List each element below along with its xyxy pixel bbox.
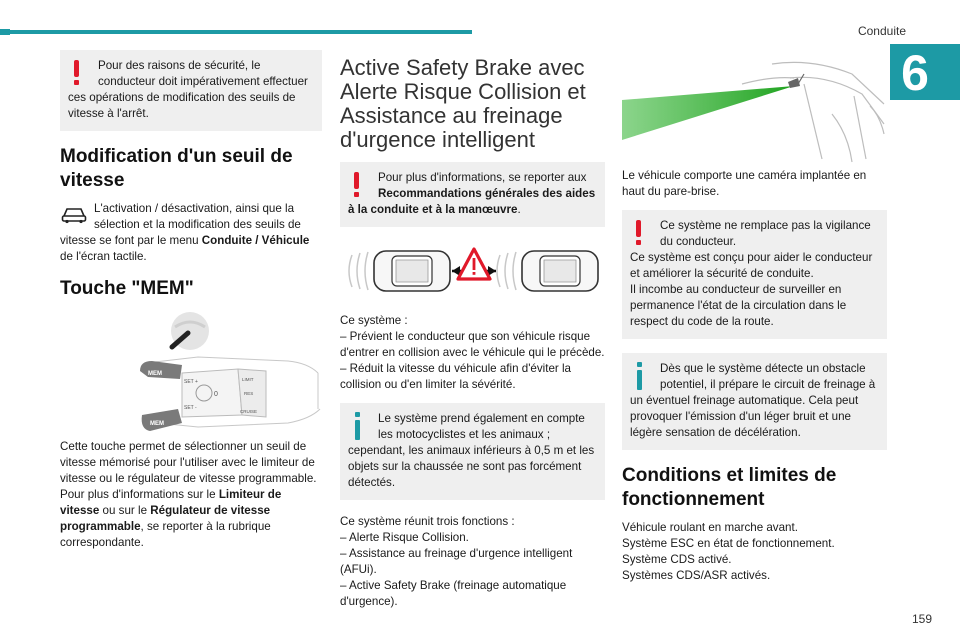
system-intro: Ce système : [340,314,408,327]
mem-text-2b: ou sur le [99,504,151,517]
system-item-1: – Prévient le conducteur que son véhicule risque d'entrer en collision avec le véhicule qui le précède. [340,330,605,359]
condition-1: Véhicule roulant en marche avant. [622,521,798,534]
header-accent-bar [0,30,472,34]
active-safety-brake-title: Active Safety Brake avec Alerte Risque Collision et Assistance au freinage d'urgence intelligent [340,55,586,152]
limit-label: LIMIT [242,377,254,382]
mem-heading: Touche "MEM" [60,278,194,299]
collision-warning-icon [458,249,490,279]
system-description [340,313,605,393]
function-2: – Assistance au freinage d'urgence intelligent (AFUi). [340,547,573,576]
mem-stalk-drawing [138,353,328,435]
braking-info-text: Dès que le système détecte un obstacle potentiel, il prépare le circuit de freinage à un éventuel freinage automatique. Cela peut provoquer l'émission d'un léger bruit et une légère sensation de décélération. [630,362,876,439]
info-icon [348,411,372,441]
modification-text [60,201,322,265]
vigilance-warning-note [622,210,887,339]
modification-text-part2: de l'écran tactile. [60,250,147,263]
warning-icon [630,218,654,248]
functions-list [340,514,605,610]
chapter-tab: 6 [890,44,960,100]
detection-info-text: Le système prend également en compte les motocyclistes et les animaux ; cependant, les animaux inférieurs à 0,5 m et les objets sur la chaussée ne sont pas forcément détectés. [348,412,595,489]
ref-note-bold: Recommandations générales des aides à la conduite et à la manœuvre [348,187,596,216]
mem-text-2 [60,487,322,551]
conditions-list [622,520,887,584]
camera-beam-drawing [622,44,887,164]
modification-text-part1: L'activation / désactivation, ainsi que la sélection et la modification des seuils de vitesse se font par le menu [60,202,301,247]
ref-note-part2: . [517,203,521,216]
set-plus-label: SET + [184,379,198,385]
camera-text: Le véhicule comporte une caméra implantée en haut du pare-brise. [622,169,867,198]
zero-label: 0 [214,391,218,398]
rear-car-icon [374,251,450,291]
section-name: Conduite [857,24,907,38]
res-label: RES [244,391,254,396]
warning-icon [68,58,92,88]
condition-2: Système ESC en état de fonctionnement. [622,537,835,550]
ref-note-part1: Pour plus d'informations, se reporter aux [378,171,587,184]
mem-bottom-label: MEM [150,421,164,427]
safety-note-text: Pour des raisons de sécurité, le conducteur doit impérativement effectuer ces opérations de modification des seuils de vitesse à l'arrêt. [68,59,308,120]
vigilance-text-2: Ce système est conçu pour aider le conducteur et améliorer la sécurité de conduite. [630,251,873,280]
detection-info-note [340,403,605,500]
reference-note-text [348,170,597,218]
limiter-ref: Limiteur de vitesse [60,488,282,517]
vigilance-text-3: Il incombe au conducteur de surveiller en permanence l'état de la circulation dans le respect du code de la route. [630,283,847,328]
functions-intro: Ce système réunit trois fonctions : [340,515,515,528]
cars-collision-drawing [340,241,605,301]
mem-text-2a: Pour plus d'informations sur le [60,488,219,501]
steering-wheel-icon [168,309,212,353]
modification-heading: Modification d'un seuil de vitesse [60,146,293,191]
conditions-heading: Conditions et limites de fonctionnement [622,465,837,510]
menu-path: Conduite / Véhicule [201,234,310,247]
collision-illustration [340,241,605,301]
cruise-label: CRUISE [240,409,258,414]
mem-top-label: MEM [148,371,162,377]
column-3 [622,44,887,584]
function-1: – Alerte Risque Collision. [340,531,469,544]
set-minus-label: SET - [184,405,197,411]
reference-warning-note [340,162,605,227]
system-item-2: – Réduit la vitesse du véhicule afin d'éviter la collision ou d'en limiter la sévérité. [340,362,571,391]
page-number: 159 [912,612,933,626]
braking-info-note [622,353,887,450]
function-3: – Active Safety Brake (freinage automatique d'urgence). [340,579,567,608]
mem-text-1: Cette touche permet de sélectionner un seuil de vitesse mémorisé pour l'utiliser avec le limiteur de vitesse ou le régulateur de vitesse programmable. [60,440,317,485]
regulator-ref: Régulateur de vitesse programmable [60,504,271,533]
windshield-camera-illustration [622,44,887,164]
condition-3: Système CDS activé. [622,553,732,566]
warning-icon [348,170,372,200]
column-2 [340,56,605,610]
column-1 [60,50,322,551]
vigilance-text-1: Ce système ne remplace pas la vigilance du conducteur. [660,219,871,248]
mem-stalk-figure [60,309,322,429]
mem-text-2c: , se reporter à la rubrique correspondante. [60,520,271,549]
car-menu-icon [60,203,88,225]
front-car-icon [522,251,598,291]
condition-4: Systèmes CDS/ASR activés. [622,569,771,582]
info-icon [630,361,654,391]
mem-description [60,439,322,551]
safety-warning-note [60,50,322,131]
